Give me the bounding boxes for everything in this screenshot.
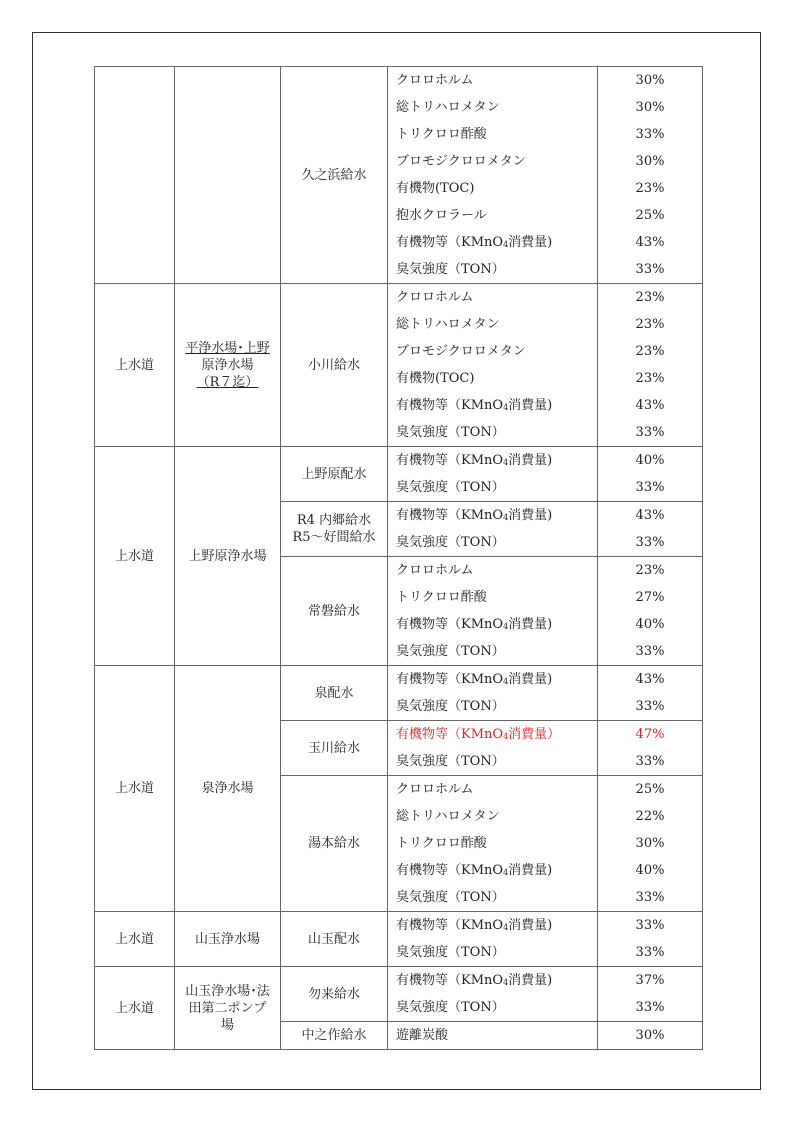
subscript: 4 bbox=[503, 240, 509, 249]
subscript: 4 bbox=[503, 677, 509, 686]
supply-cell: 勿来給水 bbox=[281, 967, 388, 1022]
subscript: 4 bbox=[503, 403, 509, 412]
item-text: 消費量) bbox=[508, 973, 553, 988]
pct-cell: 23% bbox=[598, 338, 703, 365]
item-cell bbox=[388, 666, 598, 694]
item-cell bbox=[388, 912, 598, 940]
item-cell: 有機物(TOC) bbox=[388, 175, 598, 202]
item-cell: トリクロロ酢酸 bbox=[388, 584, 598, 611]
table-row bbox=[95, 666, 703, 694]
plant-line: 山玉浄水場･法 bbox=[185, 983, 270, 999]
plant-cell: 泉浄水場 bbox=[175, 666, 281, 912]
item-text: 有機物等（KMnO bbox=[396, 863, 504, 878]
pct-cell: 43% bbox=[598, 666, 703, 694]
item-cell: 総トリハロメタン bbox=[388, 94, 598, 121]
subscript: 4 bbox=[503, 732, 509, 741]
item-cell: クロロホルム bbox=[388, 284, 598, 312]
item-cell bbox=[388, 447, 598, 475]
pct-cell: 25% bbox=[598, 776, 703, 804]
pct-cell: 43% bbox=[598, 229, 703, 256]
supply-cell: 湯本給水 bbox=[281, 776, 388, 912]
supply-line: R4 内郷給水 bbox=[296, 513, 372, 528]
item-text: 消費量) bbox=[508, 918, 553, 933]
type-cell: 上水道 bbox=[95, 967, 175, 1050]
pct-cell: 30% bbox=[598, 94, 703, 121]
item-text: 消費量) bbox=[508, 863, 553, 878]
item-text: 有機物等（KMnO bbox=[396, 672, 504, 687]
subscript: 4 bbox=[503, 868, 509, 877]
pct-cell: 33% bbox=[598, 121, 703, 148]
pct-cell: 33% bbox=[598, 884, 703, 912]
subscript: 4 bbox=[503, 978, 509, 987]
pct-cell: 33% bbox=[598, 638, 703, 666]
table-row bbox=[95, 912, 703, 940]
pct-cell: 23% bbox=[598, 175, 703, 202]
pct-cell: 30% bbox=[598, 830, 703, 857]
item-cell bbox=[388, 229, 598, 256]
pct-cell: 33% bbox=[598, 748, 703, 776]
plant-line: 場 bbox=[220, 1017, 234, 1033]
item-cell: 総トリハロメタン bbox=[388, 311, 598, 338]
type-cell bbox=[95, 67, 175, 284]
supply-cell: 久之浜給水 bbox=[281, 67, 388, 284]
item-cell: 臭気強度（TON） bbox=[388, 474, 598, 502]
plant-cell bbox=[175, 67, 281, 284]
item-cell bbox=[388, 611, 598, 638]
item-text: 有機物等（KMnO bbox=[396, 508, 504, 523]
type-cell: 上水道 bbox=[95, 666, 175, 912]
pct-cell: 25% bbox=[598, 202, 703, 229]
item-text: 消費量) bbox=[508, 235, 553, 250]
pct-cell: 22% bbox=[598, 803, 703, 830]
item-cell: トリクロロ酢酸 bbox=[388, 830, 598, 857]
item-cell: 臭気強度（TON） bbox=[388, 939, 598, 967]
type-cell: 上水道 bbox=[95, 284, 175, 447]
pct-cell: 33% bbox=[598, 419, 703, 447]
plant-cell: 山玉浄水場 bbox=[175, 912, 281, 967]
pct-cell-highlighted: 47% bbox=[598, 721, 703, 749]
item-cell: ブロモジクロロメタン bbox=[388, 148, 598, 175]
item-text: 有機物等（KMnO bbox=[396, 235, 504, 250]
item-cell: 抱水クロラール bbox=[388, 202, 598, 229]
item-cell: 有機物(TOC) bbox=[388, 365, 598, 392]
pct-cell: 30% bbox=[598, 148, 703, 175]
water-quality-table bbox=[94, 66, 703, 1050]
item-text: 有機物等（KMnO bbox=[396, 617, 504, 632]
plant-cell bbox=[175, 967, 281, 1050]
supply-cell: 山玉配水 bbox=[281, 912, 388, 967]
pct-cell: 33% bbox=[598, 474, 703, 502]
pct-cell: 33% bbox=[598, 912, 703, 940]
item-cell: 臭気強度（TON） bbox=[388, 529, 598, 557]
subscript: 4 bbox=[503, 513, 509, 522]
item-text: 有機物等（KMnO bbox=[396, 398, 504, 413]
pct-cell: 33% bbox=[598, 994, 703, 1022]
supply-cell: 常磐給水 bbox=[281, 557, 388, 666]
pct-cell: 30% bbox=[598, 67, 703, 95]
pct-cell: 23% bbox=[598, 311, 703, 338]
item-cell: 臭気強度（TON） bbox=[388, 419, 598, 447]
item-text: 消費量) bbox=[508, 672, 553, 687]
item-cell: 臭気強度（TON） bbox=[388, 256, 598, 284]
type-cell: 上水道 bbox=[95, 447, 175, 666]
item-cell: 臭気強度（TON） bbox=[388, 884, 598, 912]
table-row bbox=[95, 67, 703, 95]
item-cell: 臭気強度（TON） bbox=[388, 638, 598, 666]
supply-cell: 泉配水 bbox=[281, 666, 388, 721]
pct-cell: 23% bbox=[598, 284, 703, 312]
item-cell bbox=[388, 502, 598, 530]
item-cell bbox=[388, 857, 598, 884]
item-text: 消費量) bbox=[508, 398, 553, 413]
item-cell: 臭気強度（TON） bbox=[388, 693, 598, 721]
item-text: 有機物等（KMnO bbox=[396, 453, 504, 468]
plant-cell bbox=[175, 284, 281, 447]
item-text: 消費量） bbox=[508, 727, 561, 742]
pct-cell: 27% bbox=[598, 584, 703, 611]
pct-cell: 40% bbox=[598, 611, 703, 638]
supply-cell: 中之作給水 bbox=[281, 1022, 388, 1050]
plant-line: 田第二ポンプ bbox=[188, 1000, 267, 1016]
plant-line: 平浄水場･上野 bbox=[185, 340, 270, 356]
item-cell: トリクロロ酢酸 bbox=[388, 121, 598, 148]
item-cell: 総トリハロメタン bbox=[388, 803, 598, 830]
pct-cell: 30% bbox=[598, 1022, 703, 1050]
plant-cell: 上野原浄水場 bbox=[175, 447, 281, 666]
item-cell: クロロホルム bbox=[388, 776, 598, 804]
supply-cell: 玉川給水 bbox=[281, 721, 388, 776]
item-cell bbox=[388, 392, 598, 419]
pct-cell: 40% bbox=[598, 857, 703, 884]
pct-cell: 23% bbox=[598, 557, 703, 585]
supply-line: R5～好間給水 bbox=[292, 530, 376, 545]
pct-cell: 33% bbox=[598, 256, 703, 284]
pct-cell: 43% bbox=[598, 392, 703, 419]
item-text: 消費量) bbox=[508, 617, 553, 632]
pct-cell: 40% bbox=[598, 447, 703, 475]
pct-cell: 23% bbox=[598, 365, 703, 392]
item-cell-highlighted bbox=[388, 721, 598, 749]
subscript: 4 bbox=[503, 458, 509, 467]
table-row bbox=[95, 284, 703, 312]
item-text: 消費量) bbox=[508, 453, 553, 468]
supply-cell: 小川給水 bbox=[281, 284, 388, 447]
item-cell: クロロホルム bbox=[388, 67, 598, 95]
plant-line: 原浄水場 bbox=[201, 357, 254, 373]
item-cell: 臭気強度（TON） bbox=[388, 748, 598, 776]
supply-cell bbox=[281, 502, 388, 557]
item-cell: 遊離炭酸 bbox=[388, 1022, 598, 1050]
item-cell: クロロホルム bbox=[388, 557, 598, 585]
item-text: 有機物等（KMnO bbox=[396, 727, 504, 742]
pct-cell: 33% bbox=[598, 529, 703, 557]
item-text: 有機物等（KMnO bbox=[396, 973, 504, 988]
table-row bbox=[95, 967, 703, 995]
type-cell: 上水道 bbox=[95, 912, 175, 967]
table-row bbox=[95, 447, 703, 475]
item-cell: ブロモジクロロメタン bbox=[388, 338, 598, 365]
plant-line: （R７迄） bbox=[196, 374, 259, 390]
pct-cell: 43% bbox=[598, 502, 703, 530]
subscript: 4 bbox=[503, 923, 509, 932]
item-cell bbox=[388, 967, 598, 995]
item-text: 有機物等（KMnO bbox=[396, 918, 504, 933]
pct-cell: 37% bbox=[598, 967, 703, 995]
pct-cell: 33% bbox=[598, 939, 703, 967]
supply-cell: 上野原配水 bbox=[281, 447, 388, 502]
subscript: 4 bbox=[503, 622, 509, 631]
item-text: 消費量) bbox=[508, 508, 553, 523]
pct-cell: 33% bbox=[598, 693, 703, 721]
item-cell: 臭気強度（TON） bbox=[388, 994, 598, 1022]
